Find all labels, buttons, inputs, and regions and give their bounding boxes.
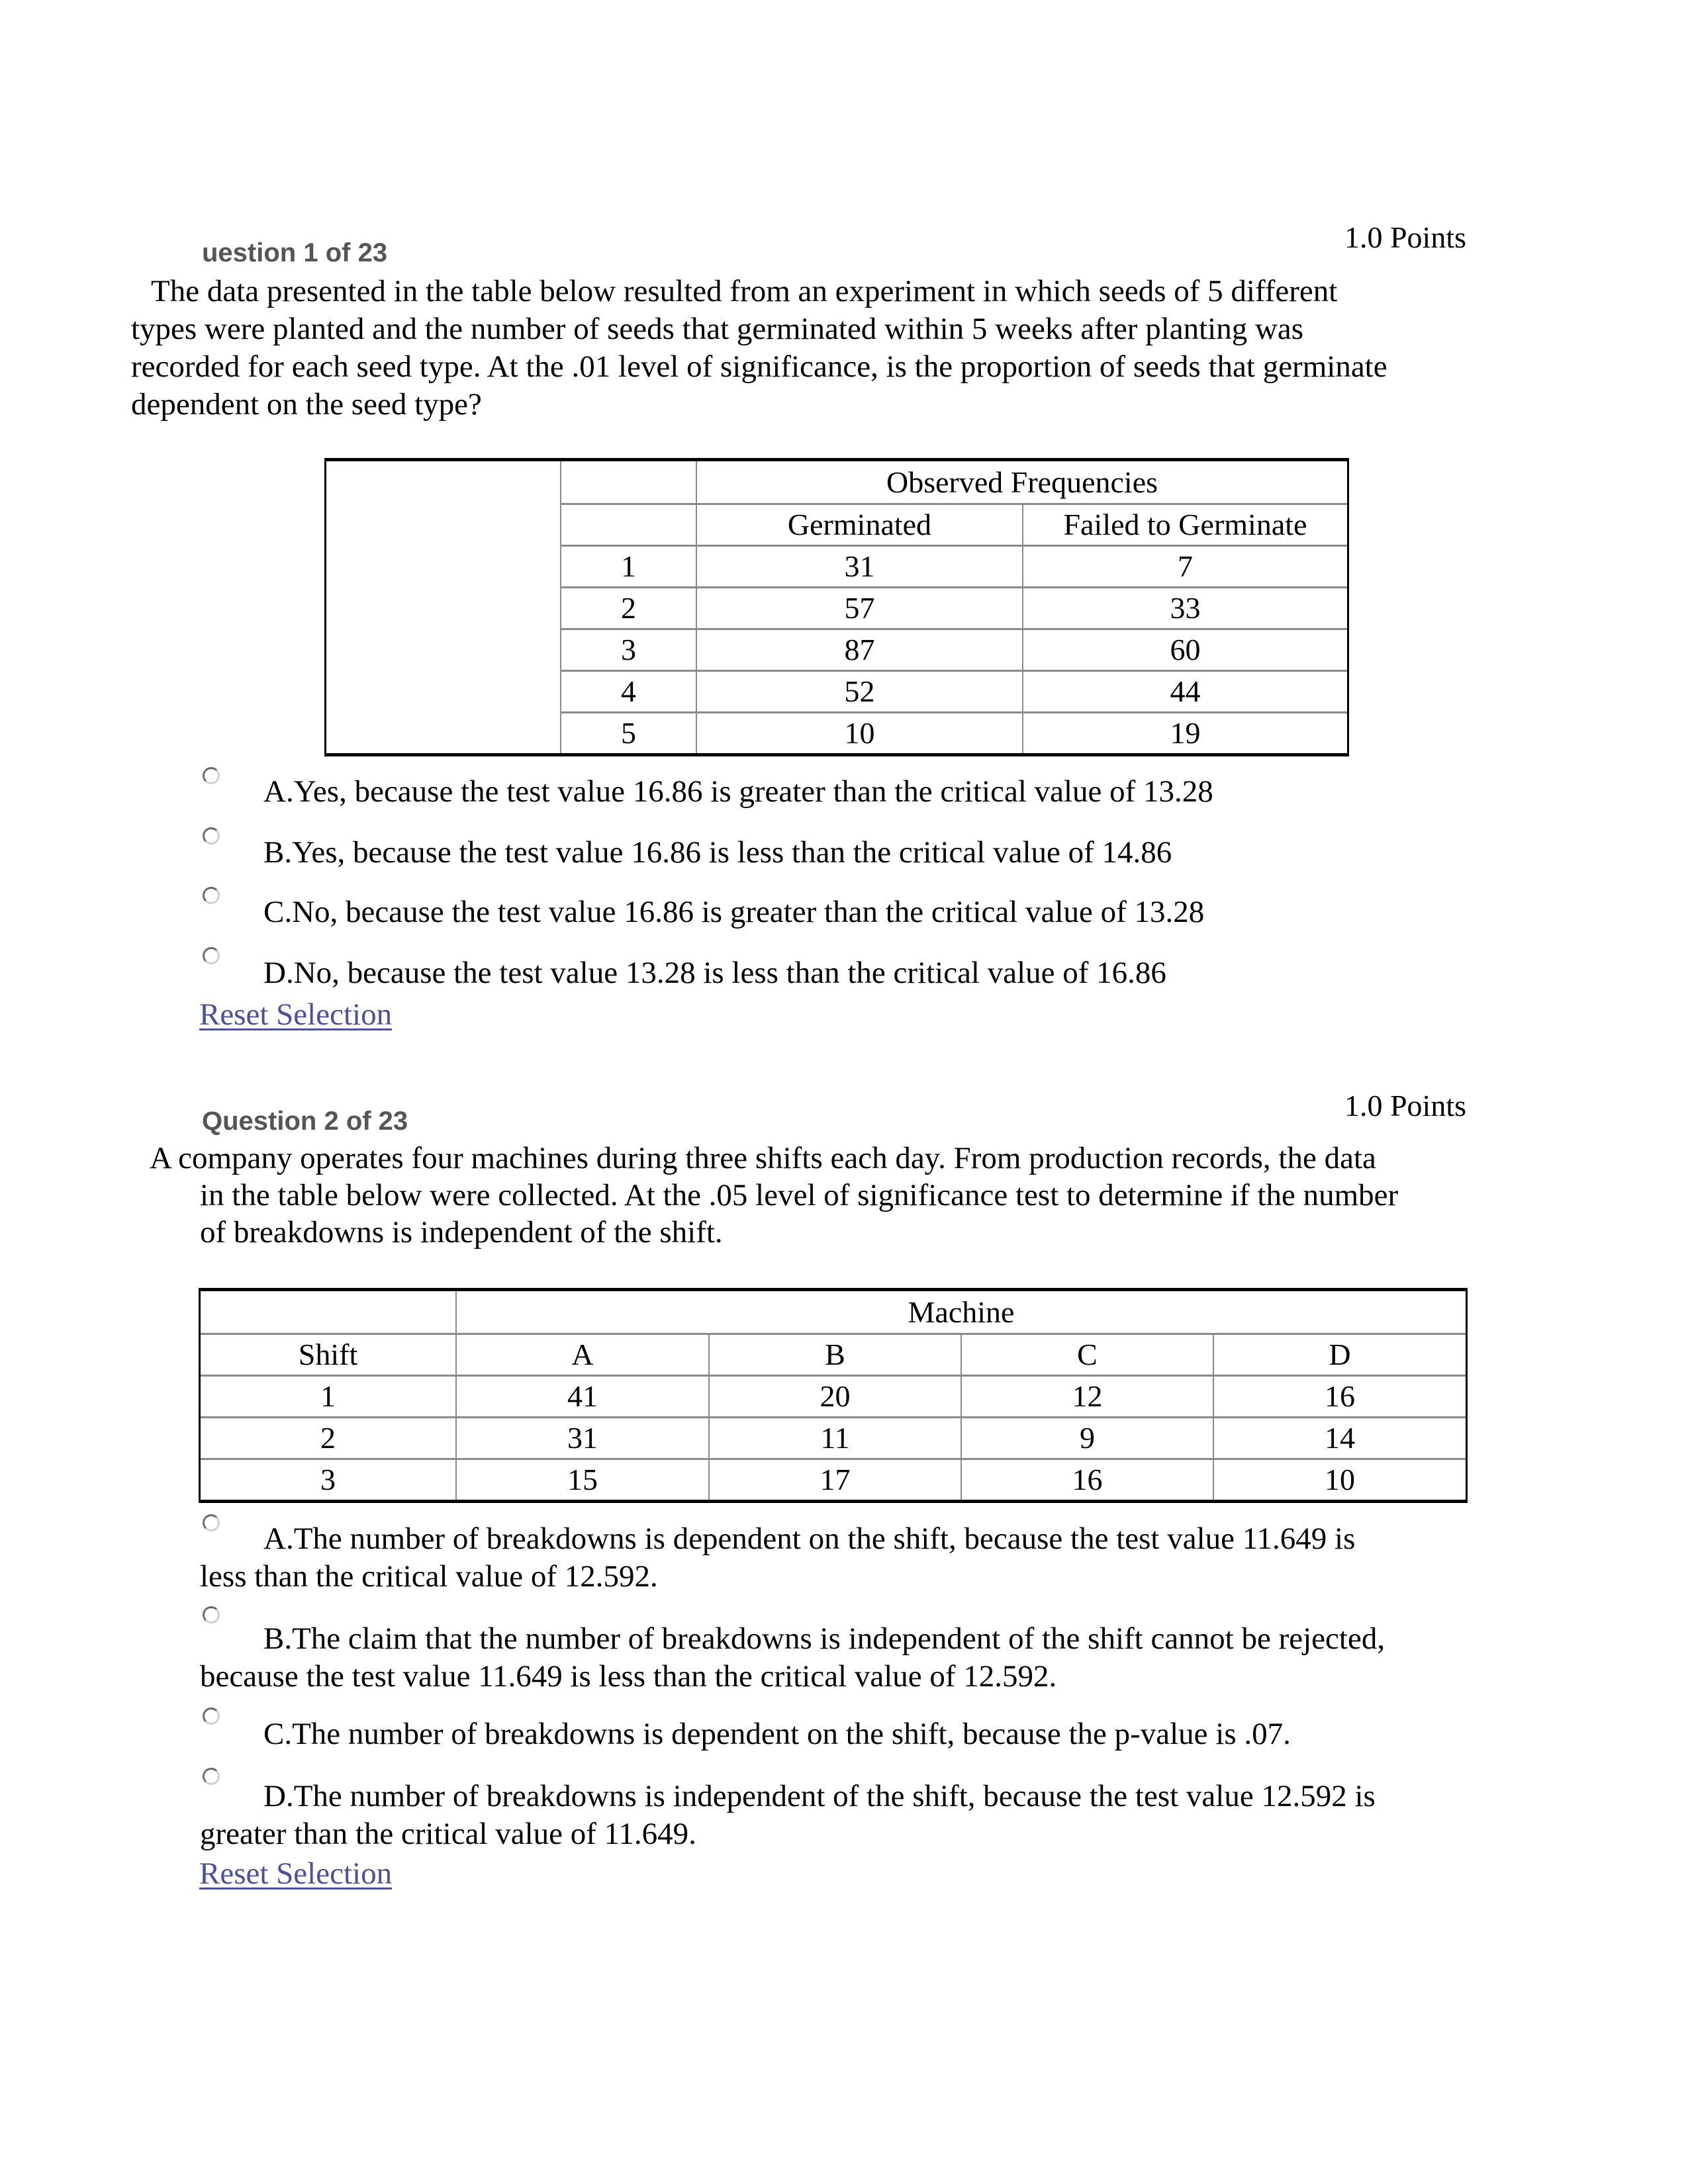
question-2-points: 1.0 Points	[1344, 1089, 1466, 1122]
question-1-points: 1.0 Points	[1344, 220, 1466, 254]
option-a-label-cont[interactable]: less than the critical value of 12.592.	[200, 1559, 658, 1594]
column-header: A	[455, 1333, 708, 1375]
row-label: 2	[201, 1416, 455, 1458]
radio-option-b[interactable]	[203, 827, 220, 844]
table-cell: 20	[708, 1375, 961, 1416]
row-label: 1	[560, 545, 696, 586]
radio-option-d[interactable]	[203, 947, 220, 964]
table-cell: 57	[696, 586, 1022, 628]
table-cell: 10	[1213, 1458, 1466, 1500]
row-label: 5	[560, 711, 696, 753]
radio-option-b[interactable]	[203, 1606, 220, 1623]
empty-cell	[201, 1291, 455, 1333]
radio-option-a[interactable]	[203, 767, 220, 784]
row-label: 4	[560, 670, 696, 711]
stem-line: in the table below were collected. At the .05 level of significance test to determine if the number	[200, 1178, 1399, 1212]
table-cell: 9	[961, 1416, 1213, 1458]
question-1-header: uestion 1 of 23	[202, 238, 388, 267]
table-cell: 7	[1022, 545, 1347, 586]
stem-line: recorded for each seed type. At the .01 level of significance, is the proportion of seeds that germinate	[131, 349, 1387, 384]
table-cell: 16	[961, 1458, 1213, 1500]
option-b-label[interactable]: B.Yes, because the test value 16.86 is less than the critical value of 14.86	[263, 835, 1172, 870]
stem-line: types were planted and the number of seeds that germinated within 5 weeks after planting was	[131, 312, 1304, 346]
option-b-label-cont[interactable]: because the test value 11.649 is less than the critical value of 12.592.	[200, 1659, 1057, 1694]
table-cell: 11	[708, 1416, 961, 1458]
option-d-label-cont[interactable]: greater than the critical value of 11.649.	[200, 1817, 696, 1851]
table-cell: 19	[1022, 711, 1347, 753]
empty-cell	[560, 461, 696, 503]
option-c-label[interactable]: C.No, because the test value 16.86 is greater than the critical value of 13.28	[263, 895, 1205, 929]
row-label: 3	[201, 1458, 455, 1500]
option-a-label[interactable]: A.The number of breakdowns is dependent on the shift, because the test value 11.649 is	[263, 1522, 1356, 1556]
table-row	[201, 1416, 1466, 1458]
table-cell: 31	[696, 545, 1022, 586]
table-cell: 10	[696, 711, 1022, 753]
row-header: Shift	[201, 1333, 455, 1375]
option-c-label[interactable]: C.The number of breakdowns is dependent on the shift, because the p-value is .07.	[263, 1717, 1291, 1751]
machine-breakdowns-table	[199, 1288, 1468, 1503]
stem-line: dependent on the seed type?	[131, 387, 482, 422]
group-header: Machine	[455, 1291, 1466, 1333]
table-row	[201, 1458, 1466, 1500]
table-cell: 12	[961, 1375, 1213, 1416]
table-row	[201, 1375, 1466, 1416]
stem-line: of breakdowns is independent of the shift.	[200, 1215, 723, 1250]
row-label: 3	[560, 628, 696, 670]
reset-selection-link[interactable]: Reset Selection	[199, 1856, 393, 1891]
table-cell: 87	[696, 628, 1022, 670]
column-header: Failed to Germinate	[1022, 503, 1347, 545]
row-label: 1	[201, 1375, 455, 1416]
column-header: Germinated	[696, 503, 1022, 545]
question-2-header: Question 2 of 23	[202, 1107, 408, 1136]
table-cell: 33	[1022, 586, 1347, 628]
column-header: B	[708, 1333, 961, 1375]
radio-option-d[interactable]	[203, 1768, 220, 1785]
table-cell: 16	[1213, 1375, 1466, 1416]
observed-frequencies-table	[324, 458, 1349, 756]
table-cell: 41	[455, 1375, 708, 1416]
option-d-label[interactable]: D.The number of breakdowns is independent of the shift, because the test value 12.592 is	[263, 1779, 1376, 1813]
table-cell: 44	[1022, 670, 1347, 711]
option-a-label[interactable]: A.Yes, because the test value 16.86 is greater than the critical value of 13.28	[263, 774, 1213, 809]
radio-option-a[interactable]	[203, 1514, 220, 1531]
reset-selection-link[interactable]: Reset Selection	[199, 997, 393, 1032]
stem-line: The data presented in the table below resulted from an experiment in which seeds of 5 different	[151, 274, 1338, 308]
table-cell: 15	[455, 1458, 708, 1500]
table-cell: 60	[1022, 628, 1347, 670]
table-cell: 14	[1213, 1416, 1466, 1458]
column-header: C	[961, 1333, 1213, 1375]
table-cell: 31	[455, 1416, 708, 1458]
column-header: D	[1213, 1333, 1466, 1375]
table-cell: 17	[708, 1458, 961, 1500]
table-cell: 52	[696, 670, 1022, 711]
group-header: Observed Frequencies	[696, 461, 1347, 503]
option-d-label[interactable]: D.No, because the test value 13.28 is less than the critical value of 16.86	[263, 956, 1166, 990]
empty-cell	[326, 461, 560, 753]
empty-cell	[560, 503, 696, 545]
radio-option-c[interactable]	[203, 887, 220, 904]
radio-option-c[interactable]	[203, 1707, 220, 1725]
option-b-label[interactable]: B.The claim that the number of breakdowns is independent of the shift cannot be rejected,	[263, 1621, 1385, 1656]
stem-line: A company operates four machines during three shifts each day. From production records, the data	[150, 1141, 1376, 1175]
row-label: 2	[560, 586, 696, 628]
